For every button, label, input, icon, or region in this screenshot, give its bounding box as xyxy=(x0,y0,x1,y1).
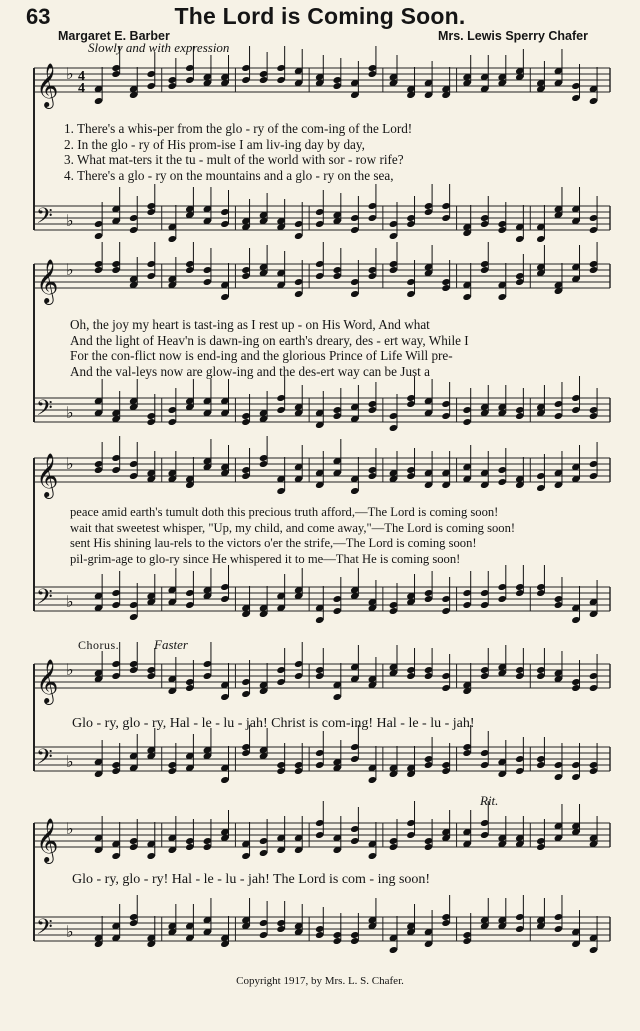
verse-3-line: sent His shining lau-rels to the victors o'er the strife,—The Lord is coming soon! xyxy=(70,536,477,550)
bass-clef-icon: 𝄢 xyxy=(36,204,53,234)
bass-clef-icon: 𝄢 xyxy=(36,915,53,945)
hymn-title: The Lord is Coming Soon. xyxy=(174,3,466,29)
verse-1-line: Oh, the joy my heart is tast-ing as I rest up - on His Word, And what xyxy=(70,317,430,332)
rit-marking: Rit. xyxy=(480,793,499,808)
verse-1-line: 1. There's a whis-per from the glo - ry of the com-ing of the Lord! xyxy=(64,121,413,136)
words-credit: Margaret E. Barber xyxy=(58,29,170,43)
flat-icon: ♭ xyxy=(66,922,74,941)
flat-icon: ♭ xyxy=(66,660,74,679)
bass-clef-icon: 𝄢 xyxy=(36,585,53,615)
chorus-lyrics-2: Glo - ry, glo - ry! Hal - le - lu - jah! The Lord is com - ing soon! xyxy=(72,872,431,887)
lyrics-system-2 xyxy=(70,317,606,379)
hymn-number: 63 xyxy=(26,4,51,29)
verse-4-line: 4. There's a glo - ry on the mountains and a glo - ry on the sea, xyxy=(64,167,394,183)
time-signature-top: 4 xyxy=(78,69,85,84)
flat-icon: ♭ xyxy=(66,64,74,83)
verse-3-line: 3. What mat-ters it the tu - mult of the world with sor - row rife? xyxy=(64,152,404,167)
treble-clef-icon: 𝄞 xyxy=(36,659,59,703)
verse-4-line: And the val-leys now are glow-ing and the des-ert way can be Just a xyxy=(70,363,430,379)
flat-icon: ♭ xyxy=(66,260,74,279)
bass-clef-icon: 𝄢 xyxy=(36,745,53,775)
copyright-notice: Copyright 1917, by Mrs. L. S. Chafer. xyxy=(236,975,404,987)
verse-4-line: pil-grim-age to glo-ry since He whispered it to me—That He is coming soon! xyxy=(70,551,461,566)
lyrics-system-3 xyxy=(70,505,606,567)
flat-icon: ♭ xyxy=(66,752,74,771)
treble-clef-icon: 𝄞 xyxy=(36,453,59,497)
verse-1-line: peace amid earth's tumult doth this precious truth afford,—The Lord is coming soon! xyxy=(70,505,499,519)
flat-icon: ♭ xyxy=(66,211,74,230)
tempo-marking: Slowly and with expression xyxy=(88,40,230,55)
lyrics-system-1 xyxy=(64,121,600,183)
verse-2-line: 2. In the glo - ry of His prom-ise I am liv-ing day by day, xyxy=(64,136,365,152)
music-credit: Mrs. Lewis Sperry Chafer xyxy=(437,29,588,43)
flat-icon: ♭ xyxy=(66,592,74,611)
flat-icon: ♭ xyxy=(66,454,74,473)
chorus-tempo: Faster xyxy=(154,637,188,652)
treble-clef-icon: 𝄞 xyxy=(36,818,59,862)
flat-icon: ♭ xyxy=(66,819,74,838)
time-signature-bottom: 4 xyxy=(78,81,85,96)
verse-2-line: wait that sweetest whisper, "Up, my child, and come away,"—The Lord is coming soon! xyxy=(70,520,516,535)
verse-3-line: For the con-flict now is end-ing and the glorious Prince of Life Will pre- xyxy=(70,348,453,363)
treble-clef-icon: 𝄞 xyxy=(36,259,59,303)
flat-icon: ♭ xyxy=(66,403,74,422)
chorus-label: Chorus. xyxy=(78,638,120,652)
treble-clef-icon: 𝄞 xyxy=(36,63,59,107)
chorus-lyrics-1: Glo - ry, glo - ry, Hal - le - lu - jah! Christ is com-ing! Hal - le - lu - jah! xyxy=(72,716,475,731)
verse-2-line: And the light of Heav'n is dawn-ing on earth's dreary, des - ert way, While I xyxy=(70,332,469,348)
bass-clef-icon: 𝄢 xyxy=(36,396,53,426)
